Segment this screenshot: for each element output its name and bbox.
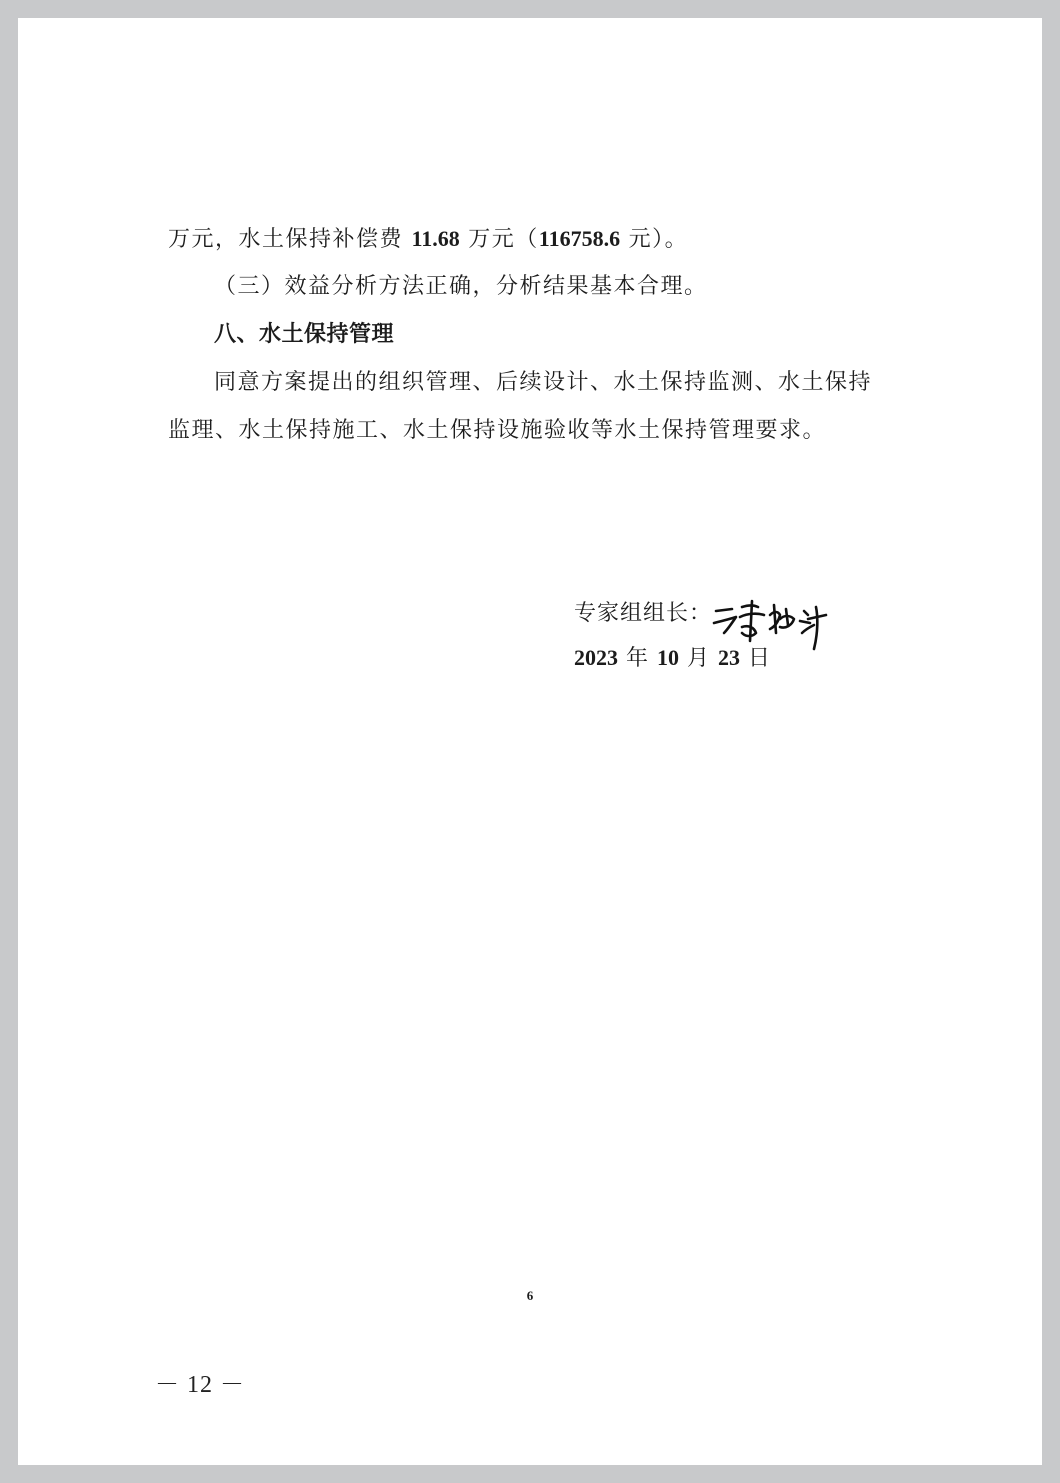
date-month: 10 xyxy=(657,645,679,670)
paragraph-line-1: 同意方案提出的组织管理、后续设计、水土保持监测、水土保持 xyxy=(214,370,873,395)
text-segment: 万元（ xyxy=(459,227,539,252)
date-day-unit: 日 xyxy=(740,646,771,671)
date-day: 23 xyxy=(718,645,740,670)
section-heading-8: 八、水土保持管理 xyxy=(214,322,395,347)
document-page xyxy=(18,18,1042,1465)
text-segment: 万元，水土保持补偿费 xyxy=(168,227,412,252)
outer-page-number: － 12 － xyxy=(155,1372,245,1398)
signing-date xyxy=(574,643,771,674)
text-line-benefit-analysis: （三）效益分析方法正确，分析结果基本合理。 xyxy=(214,274,708,299)
paragraph-line-2: 监理、水土保持施工、水土保持设施验收等水土保持管理要求。 xyxy=(168,418,827,443)
date-year-unit: 年 xyxy=(618,646,657,671)
text-line-compensation xyxy=(168,224,688,255)
compensation-amount-yuan: 116758.6 xyxy=(538,226,621,251)
signer-label: 专家组组长： xyxy=(574,601,713,626)
text-segment: 元）。 xyxy=(620,227,689,252)
date-year: 2023 xyxy=(574,645,618,670)
date-month-unit: 月 xyxy=(679,646,718,671)
compensation-amount-wan: 11.68 xyxy=(411,226,460,251)
inner-page-number: 6 xyxy=(526,1288,534,1303)
